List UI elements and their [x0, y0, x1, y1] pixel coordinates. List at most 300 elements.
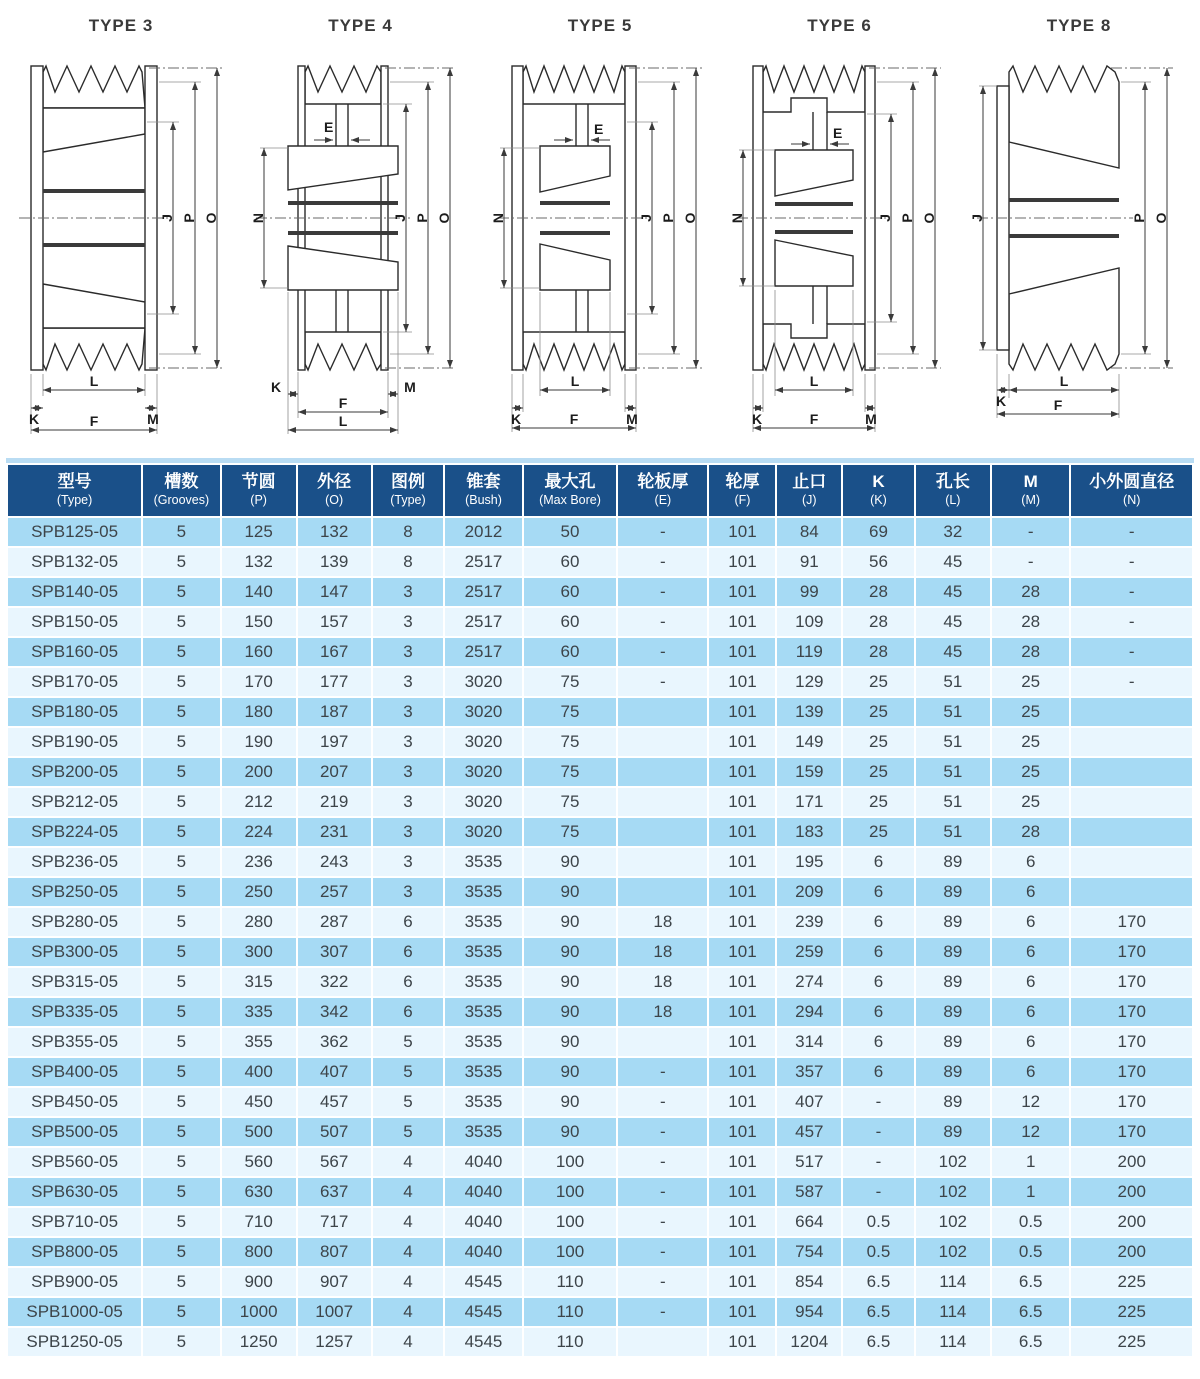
- column-header-figure-type: 图例 (Type): [373, 465, 444, 516]
- cell: 4: [373, 1208, 444, 1236]
- dim-label-o: O: [202, 212, 219, 224]
- dim-label-p: P: [659, 213, 676, 223]
- cell: 1250: [222, 1328, 296, 1356]
- cell: 5: [143, 908, 219, 936]
- cell: 4040: [445, 1208, 521, 1236]
- cell: 100: [524, 1148, 617, 1176]
- cell: [1071, 878, 1192, 906]
- cell: 25: [843, 728, 914, 756]
- cell: -: [618, 638, 707, 666]
- cell: -: [618, 1238, 707, 1266]
- cell: 357: [777, 1058, 841, 1086]
- cell: 25: [843, 698, 914, 726]
- table-row: [8, 668, 1192, 696]
- cell: 3535: [445, 1088, 521, 1116]
- dim-label-f: F: [338, 395, 348, 411]
- cell: 101: [709, 668, 775, 696]
- cell: 567: [298, 1148, 371, 1176]
- rim-hub-top: [1009, 66, 1119, 168]
- drawings-row: [0, 0, 1200, 458]
- cell: 90: [524, 1058, 617, 1086]
- cell: 51: [916, 818, 990, 846]
- table-row: [8, 578, 1192, 606]
- cell: [618, 788, 707, 816]
- cell: 99: [777, 578, 841, 606]
- cell: 3: [373, 638, 444, 666]
- drawing-title: TYPE 5: [567, 16, 633, 35]
- cell: 102: [916, 1238, 990, 1266]
- cell: 1000: [222, 1298, 296, 1326]
- column-header-e: 轮板厚 (E): [618, 465, 707, 516]
- cell: 225: [1071, 1328, 1192, 1356]
- cell: SPB180-05: [8, 698, 141, 726]
- cell: 25: [992, 788, 1070, 816]
- cell: 2517: [445, 608, 521, 636]
- dim-label-e: E: [593, 121, 603, 137]
- cell: 236: [222, 848, 296, 876]
- cell: 717: [298, 1208, 371, 1236]
- cell: 1204: [777, 1328, 841, 1356]
- dim-label-p: P: [414, 213, 430, 223]
- bore-line: [775, 202, 853, 206]
- drawing-type-4: [242, 4, 480, 458]
- cell: 110: [524, 1328, 617, 1356]
- pulley-drawing-type-8-svg: [967, 38, 1192, 443]
- cell: 101: [709, 968, 775, 996]
- cell: 170: [222, 668, 296, 696]
- drawing-title: TYPE 6: [807, 16, 872, 35]
- cell: 200: [222, 758, 296, 786]
- cell: 100: [524, 1208, 617, 1236]
- table-row: [8, 788, 1192, 816]
- cell: 6.5: [843, 1328, 914, 1356]
- table-row: [8, 548, 1192, 576]
- cell: 45: [916, 578, 990, 606]
- cell: 18: [618, 938, 707, 966]
- dim-label-l: L: [89, 373, 98, 389]
- cell: 75: [524, 788, 617, 816]
- cell: SPB140-05: [8, 578, 141, 606]
- cell: -: [843, 1118, 914, 1146]
- cell: 1007: [298, 1298, 371, 1326]
- cell: 2517: [445, 578, 521, 606]
- cell: 6: [992, 968, 1070, 996]
- cell: 170: [1071, 1058, 1192, 1086]
- cell: 28: [992, 638, 1070, 666]
- cell: 6.5: [992, 1298, 1070, 1326]
- hub-top: [540, 146, 610, 192]
- cell: 190: [222, 728, 296, 756]
- table-row: [8, 998, 1192, 1026]
- cell: 114: [916, 1328, 990, 1356]
- cell: 89: [916, 998, 990, 1026]
- cell: 257: [298, 878, 371, 906]
- cell: 5: [373, 1088, 444, 1116]
- cell: 0.5: [992, 1208, 1070, 1236]
- cell: 754: [777, 1238, 841, 1266]
- cell: 225: [1071, 1268, 1192, 1296]
- cell: SPB1250-05: [8, 1328, 141, 1356]
- cell: 110: [524, 1268, 617, 1296]
- dim-label-p: P: [180, 213, 197, 223]
- cell: [618, 818, 707, 846]
- cell: 45: [916, 638, 990, 666]
- cell: 89: [916, 968, 990, 996]
- cell: 200: [1071, 1208, 1192, 1236]
- cell: 8: [373, 548, 444, 576]
- cell: [618, 698, 707, 726]
- cell: 25: [843, 668, 914, 696]
- rim-grooves-top: [43, 66, 145, 108]
- column-header-max-bore: 最大孔 (Max Bore): [524, 465, 617, 516]
- dim-label-m: M: [865, 411, 877, 427]
- cell: 28: [843, 578, 914, 606]
- cell: 517: [777, 1148, 841, 1176]
- cell: 28: [843, 638, 914, 666]
- cell: 5: [143, 818, 219, 846]
- cell: 294: [777, 998, 841, 1026]
- cell: 315: [222, 968, 296, 996]
- cell: SPB560-05: [8, 1148, 141, 1176]
- column-header-grooves: 槽数 (Grooves): [143, 465, 219, 516]
- cell: 90: [524, 998, 617, 1026]
- cell: 132: [298, 518, 371, 546]
- cell: 4: [373, 1328, 444, 1356]
- cell: 4: [373, 1268, 444, 1296]
- cell: SPB900-05: [8, 1268, 141, 1296]
- cell: 101: [709, 1058, 775, 1086]
- drawing-title: TYPE 3: [88, 16, 154, 35]
- dim-label-k: K: [995, 393, 1006, 409]
- cell: 907: [298, 1268, 371, 1296]
- cell: 400: [222, 1058, 296, 1086]
- cell: 3: [373, 788, 444, 816]
- cell: 207: [298, 758, 371, 786]
- cell: 250: [222, 878, 296, 906]
- cell: [618, 758, 707, 786]
- cell: 3: [373, 818, 444, 846]
- cell: 355: [222, 1028, 296, 1056]
- cell: 25: [992, 728, 1070, 756]
- pulley-drawing-type-3-svg: [9, 38, 234, 443]
- cell: 91: [777, 548, 841, 576]
- cell: 6: [373, 938, 444, 966]
- cell: 5: [143, 1328, 219, 1356]
- dim-label-j: J: [637, 214, 654, 222]
- table-row: [8, 1058, 1192, 1086]
- cell: 6: [992, 1028, 1070, 1056]
- cell: 6.5: [843, 1268, 914, 1296]
- rim-grooves-bottom: [763, 324, 865, 370]
- cell: 3535: [445, 1058, 521, 1086]
- dim-label-k: K: [751, 411, 763, 427]
- cell: 90: [524, 938, 617, 966]
- dim-label-j: J: [158, 214, 175, 222]
- rim-hub-bottom: [1009, 268, 1119, 370]
- cell: 6: [992, 878, 1070, 906]
- cell: -: [618, 668, 707, 696]
- dim-label-m: M: [625, 411, 638, 427]
- cell: 5: [143, 1208, 219, 1236]
- cell: 200: [1071, 1238, 1192, 1266]
- cell: 69: [843, 518, 914, 546]
- cell: 170: [1071, 1118, 1192, 1146]
- cell: 101: [709, 608, 775, 636]
- dim-label-j: J: [968, 214, 985, 222]
- cell: 322: [298, 968, 371, 996]
- cell: 5: [143, 1148, 219, 1176]
- cell: -: [618, 1088, 707, 1116]
- bore-line: [43, 243, 145, 247]
- cell: 75: [524, 668, 617, 696]
- bore-line: [288, 201, 398, 205]
- cell: 5: [143, 1118, 219, 1146]
- cell: 114: [916, 1298, 990, 1326]
- bore-line: [775, 230, 853, 234]
- cell: 32: [916, 518, 990, 546]
- cell: 101: [709, 788, 775, 816]
- cell: 2517: [445, 548, 521, 576]
- column-header-m: M (M): [992, 465, 1070, 516]
- cell: 101: [709, 818, 775, 846]
- cell: 102: [916, 1148, 990, 1176]
- cell: 5: [143, 518, 219, 546]
- cell: [1071, 818, 1192, 846]
- cell: 12: [992, 1088, 1070, 1116]
- cell: 25: [843, 818, 914, 846]
- cell: 0.5: [992, 1238, 1070, 1266]
- cell: 5: [143, 1298, 219, 1326]
- cell: 101: [709, 1268, 775, 1296]
- cell: 132: [222, 548, 296, 576]
- cell: 4040: [445, 1178, 521, 1206]
- cell: SPB125-05: [8, 518, 141, 546]
- cell: [1071, 848, 1192, 876]
- dim-label-j: J: [392, 214, 408, 222]
- cell: 3: [373, 728, 444, 756]
- table-row: [8, 698, 1192, 726]
- cell: 4545: [445, 1268, 521, 1296]
- cell: SPB315-05: [8, 968, 141, 996]
- cell: 5: [143, 548, 219, 576]
- pulley-body: [256, 66, 410, 370]
- dim-label-l: L: [570, 373, 579, 389]
- cell: 314: [777, 1028, 841, 1056]
- cell: 89: [916, 1058, 990, 1086]
- rim-grooves-bottom: [43, 328, 145, 370]
- column-header-k: K (K): [843, 465, 914, 516]
- cell: 3020: [445, 698, 521, 726]
- bore-line: [288, 231, 398, 235]
- cell: SPB236-05: [8, 848, 141, 876]
- cell: 25: [992, 698, 1070, 726]
- cell: -: [843, 1178, 914, 1206]
- column-header-outer-dia: 外径 (O): [298, 465, 371, 516]
- cell: 50: [524, 518, 617, 546]
- cell: 89: [916, 938, 990, 966]
- cell: 139: [777, 698, 841, 726]
- cell: [1071, 788, 1192, 816]
- dim-label-j: J: [877, 214, 893, 222]
- pulley-body: [977, 66, 1133, 370]
- cell: 5: [143, 1028, 219, 1056]
- cell: 5: [143, 1238, 219, 1266]
- rim-grooves-top: [523, 66, 625, 104]
- cell: 60: [524, 578, 617, 606]
- cell: 51: [916, 728, 990, 756]
- cell: 6: [992, 908, 1070, 936]
- drawing-type-5: [481, 4, 719, 458]
- rim-grooves-top: [305, 66, 381, 104]
- cell: 6: [843, 908, 914, 936]
- cell: 0.5: [843, 1208, 914, 1236]
- cell: 5: [143, 668, 219, 696]
- cell: -: [618, 1298, 707, 1326]
- cell: 101: [709, 908, 775, 936]
- bore-line: [43, 189, 145, 193]
- table-row: [8, 1178, 1192, 1206]
- cell: 6: [843, 878, 914, 906]
- cell: 89: [916, 878, 990, 906]
- cell: 89: [916, 908, 990, 936]
- cell: 5: [143, 1178, 219, 1206]
- cell: 101: [709, 1238, 775, 1266]
- column-header-bush: 锥套 (Bush): [445, 465, 521, 516]
- cell: 89: [916, 1088, 990, 1116]
- cell: 3535: [445, 1028, 521, 1056]
- cell: 3: [373, 878, 444, 906]
- cell: 140: [222, 578, 296, 606]
- cell: 177: [298, 668, 371, 696]
- cell: 159: [777, 758, 841, 786]
- cell: 5: [143, 758, 219, 786]
- cell: 1: [992, 1148, 1070, 1176]
- cell: 51: [916, 668, 990, 696]
- cell: 28: [992, 608, 1070, 636]
- cell: 219: [298, 788, 371, 816]
- cell: 287: [298, 908, 371, 936]
- dim-label-o: O: [681, 212, 698, 224]
- cell: 710: [222, 1208, 296, 1236]
- cell: -: [992, 548, 1070, 576]
- dim-label-k: K: [510, 411, 521, 427]
- cell: 954: [777, 1298, 841, 1326]
- cell: 101: [709, 638, 775, 666]
- cell: 200: [1071, 1148, 1192, 1176]
- cell: 101: [709, 938, 775, 966]
- dim-label-f: F: [569, 411, 578, 427]
- cell: 101: [709, 1148, 775, 1176]
- cell: 3: [373, 698, 444, 726]
- cell: 4: [373, 1238, 444, 1266]
- cell: [618, 728, 707, 756]
- column-header-f: 轮厚 (F): [709, 465, 775, 516]
- cell: -: [1071, 518, 1192, 546]
- cell: SPB224-05: [8, 818, 141, 846]
- cell: 101: [709, 548, 775, 576]
- cell: 101: [709, 1328, 775, 1356]
- bore-line: [1009, 198, 1119, 202]
- drawing-type-3: [2, 4, 240, 458]
- cell: 170: [1071, 908, 1192, 936]
- cell: SPB450-05: [8, 1088, 141, 1116]
- table-row: [8, 1088, 1192, 1116]
- cell: -: [618, 578, 707, 606]
- cell: 12: [992, 1118, 1070, 1146]
- cell: 45: [916, 608, 990, 636]
- cell: -: [618, 608, 707, 636]
- cell: 89: [916, 848, 990, 876]
- cell: 101: [709, 998, 775, 1026]
- hub-bottom: [775, 240, 853, 286]
- cell: -: [992, 518, 1070, 546]
- cell: 3020: [445, 788, 521, 816]
- cell: -: [843, 1088, 914, 1116]
- cell: 6: [843, 1028, 914, 1056]
- cell: 457: [298, 1088, 371, 1116]
- pulley-body: [737, 66, 889, 370]
- cell: -: [618, 1268, 707, 1296]
- cell: 6: [843, 968, 914, 996]
- cell: 195: [777, 848, 841, 876]
- cell: 75: [524, 698, 617, 726]
- cell: -: [618, 1118, 707, 1146]
- cell: 239: [777, 908, 841, 936]
- dim-label-l: L: [1059, 373, 1068, 389]
- dim-label-l: L: [809, 373, 819, 389]
- cell: 4040: [445, 1238, 521, 1266]
- dimensions: [250, 68, 456, 434]
- cell: 5: [143, 1058, 219, 1086]
- bore-line: [540, 201, 610, 205]
- cell: SPB400-05: [8, 1058, 141, 1086]
- cell: -: [1071, 608, 1192, 636]
- cell: 259: [777, 938, 841, 966]
- cell: SPB335-05: [8, 998, 141, 1026]
- cell: 4: [373, 1298, 444, 1326]
- dim-label-p: P: [899, 213, 915, 223]
- cell: 3: [373, 608, 444, 636]
- cell: 101: [709, 518, 775, 546]
- drawing-type-6: [721, 4, 959, 458]
- pulley-drawing-type-6-svg: [727, 38, 952, 443]
- cell: 209: [777, 878, 841, 906]
- cell: 6: [992, 998, 1070, 1026]
- cell: 274: [777, 968, 841, 996]
- cell: 5: [143, 1268, 219, 1296]
- cell: 100: [524, 1238, 617, 1266]
- cell: 5: [143, 728, 219, 756]
- cell: 89: [916, 1118, 990, 1146]
- cell: 101: [709, 1298, 775, 1326]
- table-row: [8, 968, 1192, 996]
- cell: 280: [222, 908, 296, 936]
- cell: [1071, 758, 1192, 786]
- cell: 197: [298, 728, 371, 756]
- cell: 457: [777, 1118, 841, 1146]
- cell: 6: [992, 938, 1070, 966]
- cell: 231: [298, 818, 371, 846]
- cell: 407: [777, 1088, 841, 1116]
- cell: SPB132-05: [8, 548, 141, 576]
- cell: 500: [222, 1118, 296, 1146]
- cell: 5: [143, 578, 219, 606]
- column-header-l: 孔长 (L): [916, 465, 990, 516]
- cell: 5: [143, 938, 219, 966]
- cell: SPB280-05: [8, 908, 141, 936]
- cell: SPB160-05: [8, 638, 141, 666]
- cell: 167: [298, 638, 371, 666]
